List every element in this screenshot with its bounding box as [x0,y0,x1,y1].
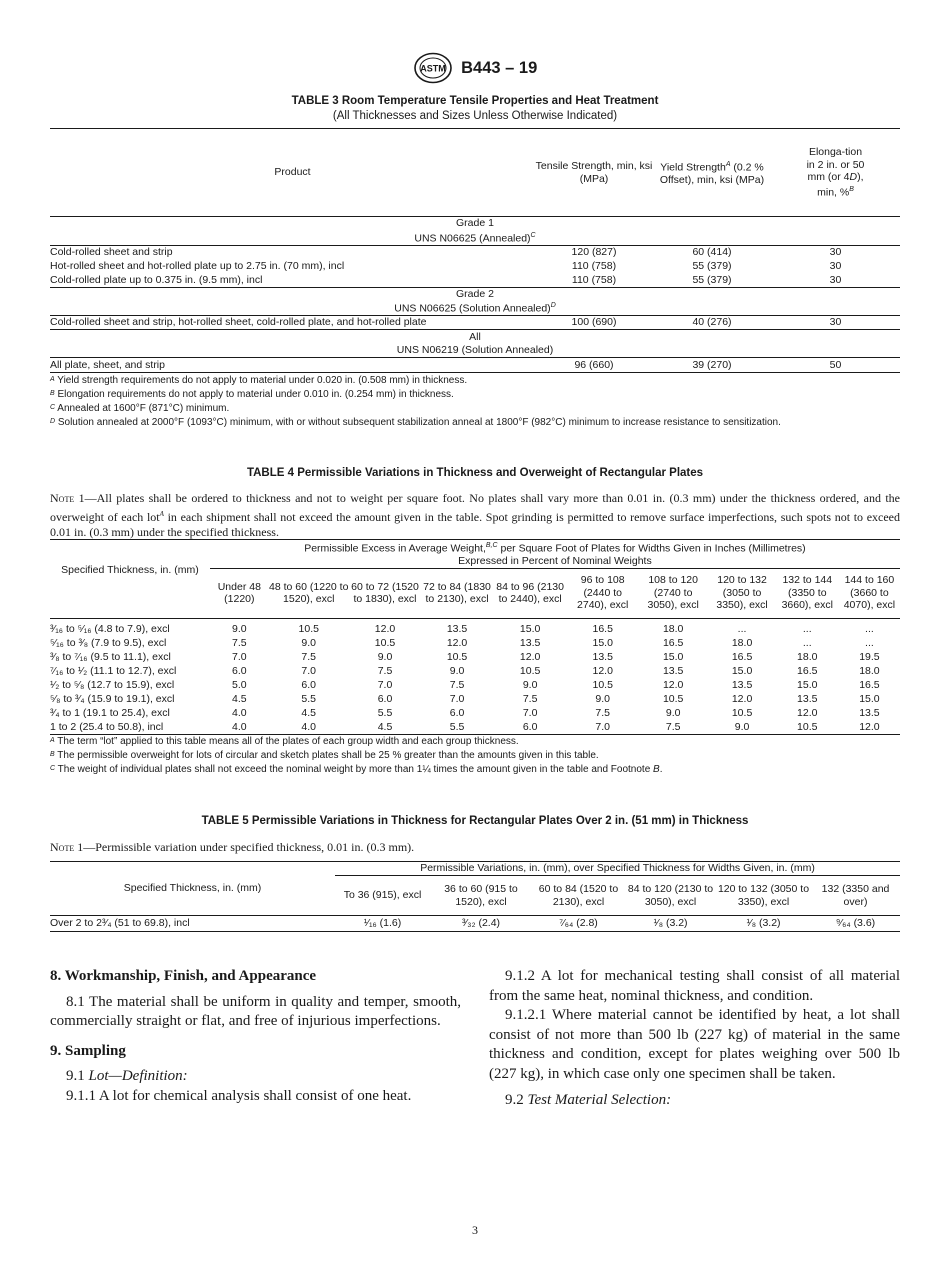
table3-group-grade2 [50,287,900,316]
group-label: All [469,331,481,343]
footnote: $^B$ The permissible overweight for lots of circular and sketch plates shall be 25 % greater than the amounts given in this table. [50,750,599,761]
table4-col-header: 96 to 108 (2440 to 2740), excl [577,574,629,612]
table5-header-span: Permissible Variations, in. (mm), over Specified Thickness for Widths Given, in. (mm) [335,862,900,876]
table3-title: TABLE 3 Room Temperature Tensile Properties and Heat Treatment [291,95,659,107]
table-row: Cold-rolled sheet and strip 120 (827) 60 (414) 30 [50,245,900,259]
table3-group-all [50,330,900,358]
footnote: $^B$ Elongation requirements do not apply to material under 0.010 in. (0.254 mm) in thickness. [50,389,454,400]
paragraph-8-1: 8.1 The material shall be uniform in quality and temper, smooth, commercially straight or flat, and free of injurious imperfections. [50,993,461,1030]
table-row: Over 2 to 2³⁄₄ (51 to 69.8), incl ¹⁄₁₆ (1.6) ³⁄₃₂ (2.4) ⁷⁄₆₄ (2.8) ¹⁄₈ (3.2) ¹⁄₈ (3.2) ⁹⁄₆₄ (3.6) [50,916,900,932]
table-row: Hot-rolled sheet and hot-rolled plate up to 2.75 in. (70 mm), incl 110 (758) 55 (379) 30 [50,259,842,272]
table4-header-span: Permissible Excess in Average Weight,$^{B,C}$ per Square Foot of Plates for Widths Given in Inches (Millimetres) Expressed in Percent of Nominal Weights [210,540,900,569]
table5-title: TABLE 5 Permissible Variations in Thickness for Rectangular Plates Over 2 in. (51 mm) in Thickness [201,815,749,827]
table4-col-header: 48 to 60 (1220 to 1520), excl [269,580,349,605]
table3-header-tensile: Tensile Strength, min, ksi (MPa) [535,160,653,185]
table4-header-spec: Specified Thickness, in. (mm) [61,564,199,576]
group-alloy: UNS N06625 (Solution Annealed)$^D$ [394,302,556,315]
table-row: Cold-rolled sheet and strip, hot-rolled sheet, cold-rolled plate, and hot-rolled plate 100 (690) 40 (276) 30 [50,316,900,330]
table5-col-header: 36 to 60 (915 to 1520), excl [444,883,518,908]
table-row: ³⁄₄ to 1 (19.1 to 25.4), excl 4.0 4.5 5.5 6.0 7.0 7.5 9.0 10.5 12.0 13.5 [50,706,880,719]
table4-col-header: 84 to 96 (2130 to 2440), excl [496,580,564,605]
table3-header-product: Product [274,166,311,179]
section8-heading: 8. Workmanship, Finish, and Appearance [50,968,317,984]
table3-group-grade1 [50,217,900,246]
table-row: All plate, sheet, and strip 96 (660) 39 (270) 50 [50,358,900,373]
paragraph-9-1-1: 9.1.1 A lot for chemical analysis shall consist of one heat. [66,1087,412,1104]
svg-text:ASTM: ASTM [419,63,446,74]
footnote: $^C$ Annealed at 1600°F (871°C) minimum. [50,403,230,414]
table5-col-header: 120 to 132 (3050 to 3350), excl [717,883,810,908]
table5 [50,861,900,932]
paragraph-9-1-2: 9.1.2 A lot for mechanical testing shall consist of all material from the same heat, nominal thickness, and condition. [489,968,900,1004]
table-row: ¹⁄₂ to ⁵⁄₈ (12.7 to 15.9), excl 5.0 6.0 7.0 7.5 9.0 10.5 12.0 13.5 15.0 16.5 [50,678,880,691]
standard-designation: B443 – 19 [461,58,538,77]
paragraph-9-2: 9.2 Test Material Selection: [505,1091,672,1108]
table3-footnotes [50,374,910,430]
table3-header-elongation: Elonga-tion in 2 in. or 50 mm (or 4D), min, %$^B$ [806,146,865,199]
table4-footnotes [50,735,910,777]
group-alloy: UNS N06625 (Annealed)$^C$ [414,231,536,244]
table-row: ⁵⁄₁₆ to ³⁄₈ (7.9 to 9.5), excl 7.5 9.0 10.5 12.0 13.5 15.0 16.5 18.0 ... ... [50,636,874,649]
group-label: Grade 1 [456,217,494,229]
astm-logo-icon [413,52,453,84]
table3 [50,128,900,373]
table-row: ³⁄₁₆ to ⁵⁄₁₆ (4.8 to 7.9), excl 9.0 10.5 12.0 13.5 15.0 16.5 18.0 ... ... ... [50,623,874,635]
table4-col-header: 60 to 72 (1520 to 1830), excl [351,580,419,605]
table4-col-header: 108 to 120 (2740 to 3050), excl [647,574,699,612]
footnote: $^A$ Yield strength requirements do not apply to material under 0.020 in. (0.508 mm) in thickness. [50,375,468,386]
table4 [50,539,900,735]
left-column [50,967,461,1107]
table4-col-header: 144 to 160 (3660 to 4070), excl [843,574,896,612]
page-number: 3 [472,1223,478,1237]
table-row: ⁵⁄₈ to ³⁄₄ (15.9 to 19.1), excl 4.5 5.5 6.0 7.0 7.5 9.0 10.5 12.0 13.5 15.0 [50,692,880,705]
table4-note: Note 1—All plates shall be ordered to thickness and not to weight per square foot. No plates shall vary more than 0.01 in. (0.3 mm) under the thickness ordered, and the overweight of each lot$^A$ in each shipment shall not exceed the amount given in the table. Spot grinding is permitted to remove surface imperfections, such spots not to exceed 0.01 in. (0.3 mm) under the specified thickness. [50,491,901,539]
table5-col-header: 84 to 120 (2130 to 3050), excl [627,883,714,908]
table5-col-header: 60 to 84 (1520 to 2130), excl [538,883,619,908]
table5-col-header: 132 (3350 and over) [821,883,890,908]
right-column [489,967,900,1110]
section9-heading: 9. Sampling [50,1042,126,1059]
table3-header-yield: Yield Strength$^A$ (0.2 % Offset), min, ksi (MPa) [659,160,765,186]
table4-col-header: Under 48 (1220) [217,580,261,605]
table5-header-spec: Specified Thickness, in. (mm) [123,882,262,895]
footnote: $^C$ The weight of individual plates shall not exceed the nominal weight by more than 1¼ times the amount given in the table and Footnote B. [50,764,663,775]
page-header [0,52,950,84]
paragraph-9-1-2-1: 9.1.2.1 Where material cannot be identified by heat, a lot shall consist of not more than 500 lb (227 kg) of material in the same thickness and condition, except for plates weighing over 500 lb (227 kg), in which case only one specimen shall be taken. [489,1007,900,1082]
table-row: ⁷⁄₁₆ to ¹⁄₂ (11.1 to 12.7), excl 6.0 7.0 7.5 9.0 10.5 12.0 13.5 15.0 16.5 18.0 [50,664,880,677]
table-row: Cold-rolled plate up to 0.375 in. (9.5 mm), incl 110 (758) 55 (379) 30 [50,273,842,286]
table4-col-header: 132 to 144 (3350 to 3660), excl [781,574,833,612]
table-row: 1 to 2 (25.4 to 50.8), incl 4.0 4.0 4.5 5.5 6.0 7.0 7.5 9.0 10.5 12.0 [50,720,900,734]
paragraph-9-1: 9.1 Lot—Definition: [66,1068,188,1085]
table4-title: TABLE 4 Permissible Variations in Thickness and Overweight of Rectangular Plates [246,467,704,479]
table4-col-header: 72 to 84 (1830 to 2130), excl [423,580,491,605]
table4-col-header: 120 to 132 (3050 to 3350), excl [716,574,768,612]
table-row: ³⁄₈ to ⁷⁄₁₆ (9.5 to 11.1), excl 7.0 7.5 9.0 10.5 12.0 13.5 15.0 16.5 18.0 19.5 [50,650,880,663]
table3-subtitle: (All Thicknesses and Sizes Unless Otherwise Indicated) [332,110,618,122]
table5-note: Note 1—Permissible variation under specified thickness, 0.01 in. (0.3 mm). [50,840,415,854]
footnote: $^A$ The term “lot” applied to this table means all of the plates of each group width and each group thickness. [50,736,519,747]
group-alloy: UNS N06219 (Solution Annealed) [396,343,554,356]
group-label: Grade 2 [456,287,494,300]
footnote: $^D$ Solution annealed at 2000°F (1093°C) minimum, with or without subsequent stabilization anneal at 1800°F (982°C) minimum to increase resistance to sensitization. [50,417,781,428]
table5-col-header: To 36 (915), excl [343,889,422,902]
